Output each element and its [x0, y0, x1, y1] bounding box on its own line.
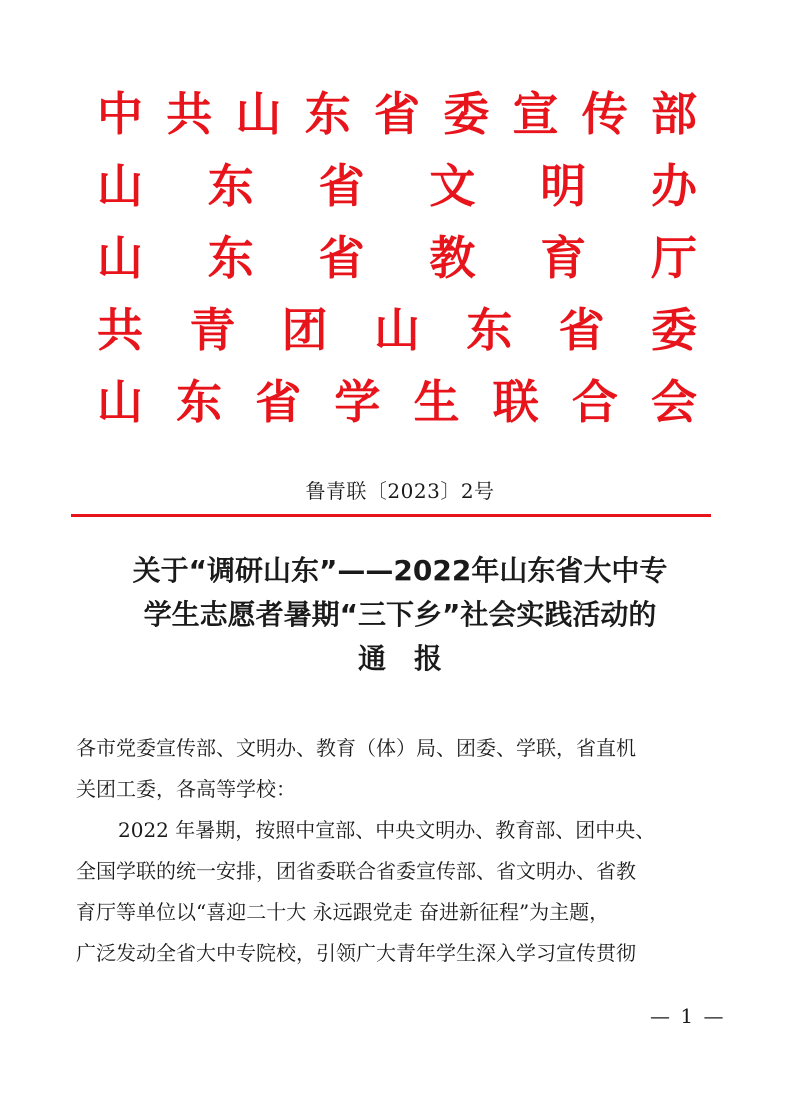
document-number: 鲁青联〔2023〕2号	[305, 479, 495, 503]
org-character: 办	[650, 159, 697, 213]
org-character: 传	[581, 87, 628, 141]
org-character: 山	[97, 159, 143, 213]
org-character: 山	[235, 87, 282, 141]
org-character: 青	[189, 303, 236, 357]
org-character: 省	[558, 303, 605, 357]
org-character: 育	[540, 231, 587, 285]
paragraph-line-3: 育厅等单位以“喜迎二十大 永远跟党走 奋进新征程”为主题，	[76, 900, 610, 924]
org-character: 会	[650, 375, 697, 429]
org-character: 厅	[650, 231, 697, 285]
org-character: 山	[97, 231, 143, 285]
org-character: 东	[207, 231, 254, 285]
issuing-organizations-header	[97, 78, 697, 438]
document-body	[76, 728, 726, 974]
red-separator-line	[71, 514, 711, 517]
org-character: 文	[429, 159, 476, 213]
org-character: 委	[650, 303, 697, 357]
org-character: 联	[492, 375, 539, 429]
org-character: 宣	[512, 87, 559, 141]
org-line-education-department	[97, 222, 697, 294]
org-character: 教	[429, 231, 476, 285]
org-character: 东	[176, 375, 223, 429]
org-character: 团	[281, 303, 328, 357]
org-character: 山	[373, 303, 420, 357]
org-character: 东	[207, 159, 254, 213]
org-character: 学	[334, 375, 381, 429]
org-character: 山	[97, 375, 143, 429]
paragraph-line-2: 全国学联的统一安排，团省委联合省委宣传部、省文明办、省教	[76, 859, 636, 883]
org-character: 省	[255, 375, 302, 429]
paragraph-line-4: 广泛发动全省大中专院校，引领广大青年学生深入学习宣传贯彻	[76, 941, 636, 965]
org-character: 共	[97, 303, 143, 357]
org-character: 中	[97, 87, 143, 141]
org-line-student-federation	[97, 366, 697, 438]
org-character: 委	[443, 87, 490, 141]
title-line-3: 通报	[357, 642, 470, 675]
paragraph-line-1: 2022 年暑期，按照中宣部、中央文明办、教育部、团中央、	[118, 818, 656, 842]
org-character: 省	[318, 159, 365, 213]
org-character: 生	[413, 375, 460, 429]
org-character: 明	[540, 159, 587, 213]
salutation-line-2: 关团工委，各高等学校：	[76, 777, 296, 801]
org-character: 共	[166, 87, 213, 141]
org-character: 省	[374, 87, 420, 141]
title-line-1: 关于“调研山东”——2022年山东省大中专	[132, 554, 668, 587]
org-character: 合	[571, 375, 618, 429]
org-character: 东	[466, 303, 513, 357]
org-character: 省	[318, 231, 365, 285]
page-number: — 1 —	[650, 1004, 726, 1028]
org-line-youth-league-committee	[97, 294, 697, 366]
title-line-2: 学生志愿者暑期“三下乡”社会实践活动的	[143, 598, 657, 631]
org-character: 部	[651, 87, 697, 141]
salutation-line-1: 各市党委宣传部、文明办、教育（体）局、团委、学联，省直机	[76, 736, 636, 760]
document-title	[60, 549, 740, 681]
org-line-propaganda-department	[97, 78, 697, 150]
org-line-civilization-office	[97, 150, 697, 222]
org-character: 东	[304, 87, 351, 141]
